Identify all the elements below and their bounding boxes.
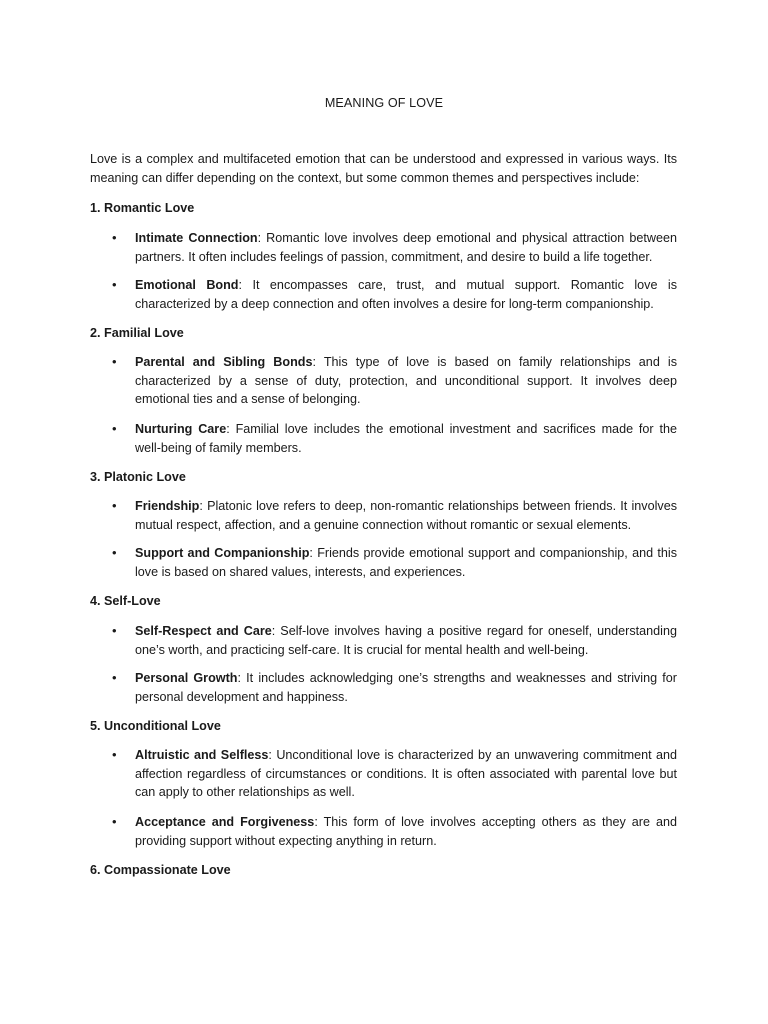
list-item-description: : Familial love includes the emotional investment and sacrifices made for the well-being of family members.: [135, 422, 677, 455]
section-heading-compassionate-love: 6. Compassionate Love: [90, 863, 231, 877]
bullet-icon: •: [112, 498, 117, 513]
list-item-text: [135, 420, 677, 457]
list-item-description: : It includes acknowledging one’s strengths and weaknesses and striving for personal development and happiness.: [135, 671, 677, 704]
list-item-term: Nurturing Care: [135, 422, 227, 436]
list-item-term: Intimate Connection: [135, 231, 258, 245]
bullet-icon: •: [112, 230, 117, 245]
section-heading-unconditional-love: 5. Unconditional Love: [90, 719, 221, 733]
list-item-description: : Unconditional love is characterized by an unwavering commitment and affection regardless of circumstances or conditions. It is often associated with parental love but can apply to other relationships as well.: [135, 748, 678, 800]
list-item-text: [135, 622, 677, 659]
bullet-icon: •: [112, 747, 117, 762]
list-item-term: Acceptance and Forgiveness: [135, 815, 315, 829]
list-item: [90, 544, 677, 581]
list-item-term: Self-Respect and Care: [135, 624, 272, 638]
bullet-icon: •: [112, 623, 117, 638]
bullet-icon: •: [112, 545, 117, 560]
section-heading-platonic-love: 3. Platonic Love: [90, 470, 186, 484]
list-item-text: [135, 813, 677, 850]
list-item-text: [135, 544, 677, 581]
list-item-term: Personal Growth: [135, 671, 238, 685]
list-item-term: Altruistic and Selfless: [135, 748, 269, 762]
list-item-text: [135, 669, 677, 706]
list-item-term: Emotional Bond: [135, 278, 239, 292]
list-item: [90, 746, 677, 802]
list-item: [90, 276, 677, 313]
list-item-description: : It encompasses care, trust, and mutual support. Romantic love is characterized by a deep connection and often involves a desire for long-term companionship.: [135, 278, 678, 311]
list-item: [90, 420, 677, 457]
intro-paragraph: Love is a complex and multifaceted emotion that can be understood and expressed in various ways. Its meaning can differ depending on the context, but some common themes and perspectives include:: [90, 152, 677, 185]
list-item-text: [135, 229, 677, 266]
list-item-description: : Friends provide emotional support and companionship, and this love is based on shared values, interests, and experiences.: [135, 546, 678, 579]
section-heading-romantic-love: 1. Romantic Love: [90, 201, 195, 215]
list-item: [90, 813, 677, 850]
list-item-description: : Platonic love refers to deep, non-romantic relationships between friends. It involves mutual respect, affection, and a genuine connection without romantic or sexual elements.: [135, 499, 677, 532]
list-item-term: Friendship: [135, 499, 200, 513]
list-item-description: : This type of love is based on family relationships and is characterized by a sense of duty, protection, and unconditional support. It involves deep emotional ties and a sense of belonging.: [135, 355, 677, 407]
list-item-description: : This form of love involves accepting others as they are and providing support without expecting anything in return.: [135, 815, 678, 848]
list-item: [90, 353, 677, 409]
list-item-text: [135, 497, 677, 534]
list-item-text: [135, 353, 677, 409]
bullet-icon: •: [112, 354, 117, 369]
list-item: [90, 497, 677, 534]
list-item: [90, 229, 677, 266]
list-item-term: Support and Companionship: [135, 546, 310, 560]
section-heading-self-love: 4. Self-Love: [90, 594, 161, 608]
list-item-description: : Self-love involves having a positive regard for oneself, understanding one’s worth, and practicing self-care. It is crucial for mental health and well-being.: [135, 624, 677, 657]
document-title: MEANING OF LOVE: [324, 96, 444, 110]
list-item-text: [135, 276, 677, 313]
list-item-description: : Romantic love involves deep emotional and physical attraction between partners. It often includes feelings of passion, commitment, and desire to build a life together.: [135, 231, 677, 264]
section-heading-familial-love: 2. Familial Love: [90, 326, 184, 340]
bullet-icon: •: [112, 814, 117, 829]
list-item: [90, 669, 677, 706]
list-item-text: [135, 746, 677, 802]
list-item: [90, 622, 677, 659]
list-item-term: Parental and Sibling Bonds: [135, 355, 313, 369]
bullet-icon: •: [112, 670, 117, 685]
bullet-icon: •: [112, 421, 117, 436]
bullet-icon: •: [112, 277, 117, 292]
